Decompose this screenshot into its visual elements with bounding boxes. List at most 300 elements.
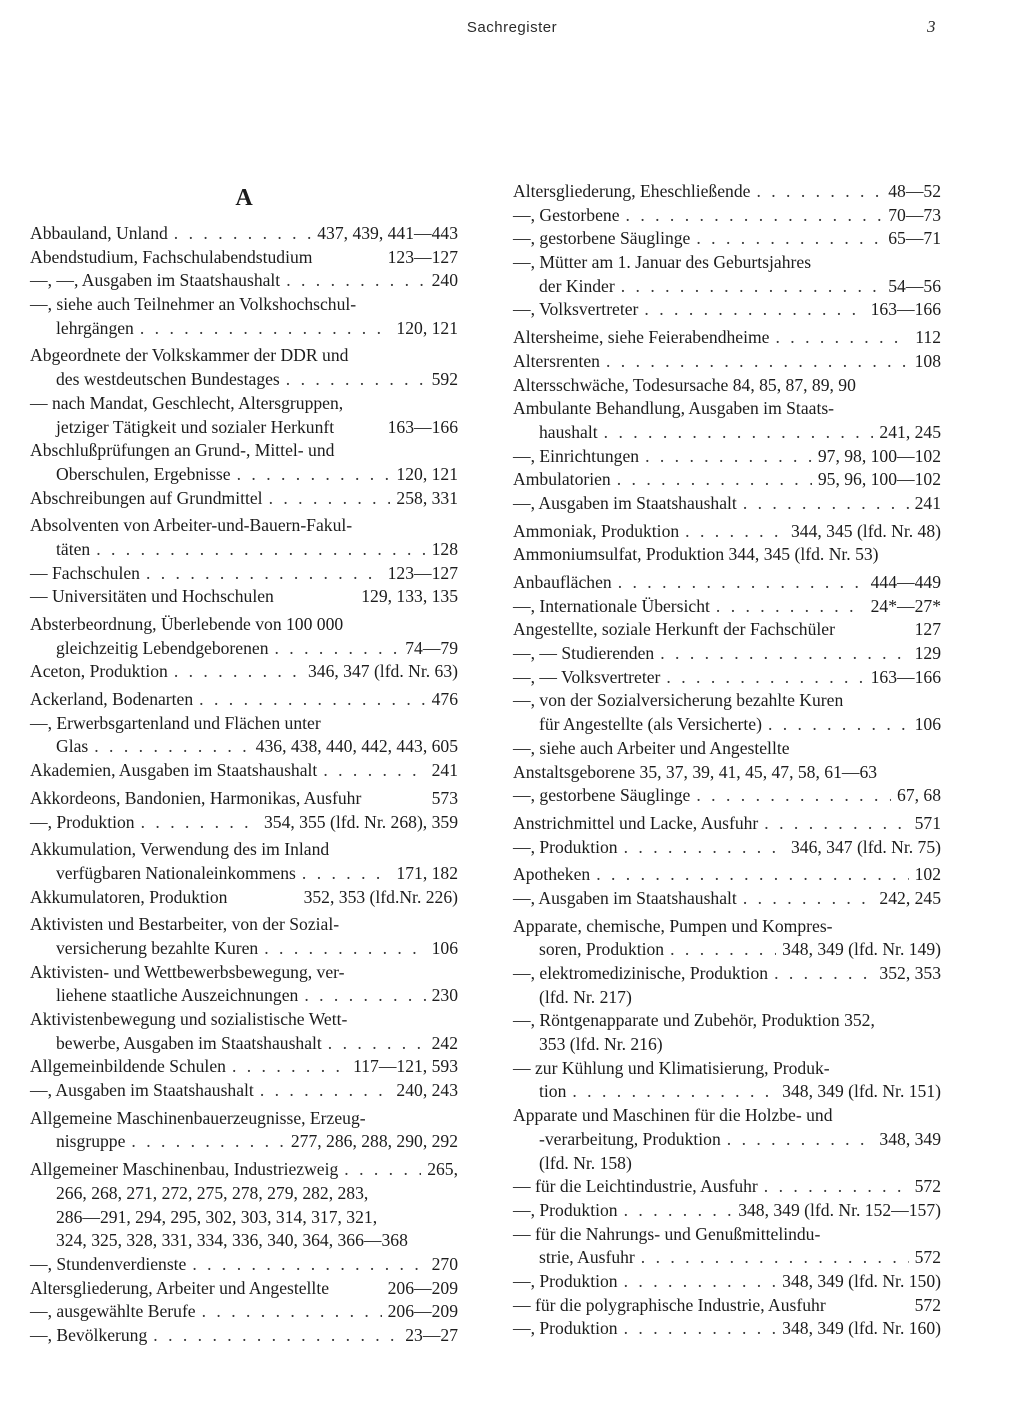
index-entry	[30, 637, 458, 661]
dot-leader	[768, 713, 909, 737]
dot-leader	[275, 637, 400, 661]
index-entry	[30, 1107, 458, 1131]
entry-text: Allgemeinbildende Schulen	[30, 1056, 226, 1077]
entry-text: Akkordeons, Bandonien, Harmonikas, Ausfuhr	[30, 787, 362, 808]
dot-leader	[624, 1199, 733, 1223]
entry-text: des westdeutschen Bundestages	[56, 369, 280, 390]
dot-leader	[141, 811, 258, 835]
index-entry	[513, 543, 941, 567]
page-reference: 571	[914, 812, 941, 833]
index-entry	[513, 1057, 941, 1081]
index-entry	[513, 421, 941, 445]
entry-text: — für die polygraphische Industrie, Ausfuhr	[513, 1294, 826, 1315]
entry-text: Abschlußprüfungen an Grund-, Mittel- und	[30, 440, 335, 461]
dot-leader	[596, 863, 908, 887]
dot-leader	[94, 735, 249, 759]
dot-leader	[572, 1080, 776, 1104]
index-entry	[30, 735, 458, 759]
index-entry	[513, 986, 941, 1010]
page-reference: 128	[431, 538, 458, 559]
dot-leader	[146, 562, 382, 586]
page-reference: 67, 68	[897, 785, 941, 806]
entry-text: Ammoniak, Produktion	[513, 520, 680, 541]
page-reference: 242	[431, 1032, 458, 1053]
page-reference: 123—127	[387, 246, 458, 267]
page-reference: 120, 121	[396, 463, 458, 484]
dot-leader	[645, 445, 812, 469]
page-reference: 352, 353 (lfd.Nr. 226)	[303, 886, 458, 907]
entry-text: Ammoniumsulfat, Produktion 344, 345 (lfd. Nr. 53)	[513, 544, 879, 565]
entry-text: Altersschwäche, Todesursache 84, 85, 87, 89, 90	[513, 374, 856, 395]
entry-text: —, Bevölkerung	[30, 1324, 148, 1345]
index-entry	[513, 520, 941, 544]
page-reference: 23—27	[405, 1324, 458, 1345]
index-entry	[30, 514, 458, 538]
page-reference: 129	[914, 643, 941, 664]
index-entry	[513, 863, 941, 887]
index-entry	[513, 326, 941, 350]
dot-leader	[696, 227, 882, 251]
entry-text: Akademien, Ausgaben im Staatshaushalt	[30, 760, 318, 781]
index-entry	[513, 204, 941, 228]
index-entry	[30, 392, 458, 416]
index-entry	[513, 1080, 941, 1104]
entry-text: Apparate, chemische, Pumpen und Kompres-	[513, 915, 833, 936]
page-reference: 348, 349 (lfd. Nr. 152—157)	[738, 1199, 941, 1220]
index-entry	[30, 613, 458, 637]
page-reference: 241	[914, 492, 941, 513]
entry-text: Altersheime, siehe Feierabendheime	[513, 327, 770, 348]
entry-text: —, Mütter am 1. Januar des Geburtsjahres	[513, 252, 812, 273]
dot-leader	[604, 421, 874, 445]
entry-text: Absolventen von Arbeiter-und-Bauern-Fakul-	[30, 515, 353, 536]
dot-leader	[743, 492, 909, 516]
entry-text: (lfd. Nr. 217)	[539, 986, 632, 1007]
page-number: 3	[927, 17, 936, 36]
page-reference: 592	[431, 369, 458, 390]
dot-leader	[302, 862, 391, 886]
index-column-right	[513, 180, 941, 1341]
index-entry	[513, 1104, 941, 1128]
entry-text: (lfd. Nr. 158)	[539, 1152, 632, 1173]
index-entry	[30, 269, 458, 293]
entry-text: Anstrichmittel und Lacke, Ausfuhr	[513, 812, 759, 833]
page-reference: 265,	[427, 1159, 458, 1180]
dot-leader	[192, 1253, 425, 1277]
dot-leader	[264, 937, 425, 961]
index-entry	[513, 445, 941, 469]
page-reference: 241	[431, 760, 458, 781]
index-entry	[30, 317, 458, 341]
index-entry	[30, 562, 458, 586]
index-entry	[513, 713, 941, 737]
index-entry	[30, 293, 458, 317]
index-entry	[30, 439, 458, 463]
entry-text: Altersgliederung, Eheschließende	[513, 181, 751, 201]
entry-text: strie, Ausfuhr	[539, 1247, 635, 1268]
index-entry	[30, 937, 458, 961]
index-entry	[30, 862, 458, 886]
entry-text: —, Internationale Übersicht	[513, 595, 710, 616]
entry-text: Aktivisten und Bestarbeiter, von der Sozial-	[30, 914, 340, 935]
index-entry	[513, 180, 941, 204]
entry-text: — Fachschulen	[30, 562, 140, 583]
dot-leader	[131, 1130, 284, 1154]
page-reference: 572	[914, 1294, 941, 1315]
entry-text: —, — Volksvertreter	[513, 666, 661, 687]
index-entry	[513, 350, 941, 374]
dot-leader	[153, 1324, 399, 1348]
index-entry	[513, 938, 941, 962]
page-reference: 240, 243	[396, 1080, 458, 1101]
page-reference: 117—121, 593	[353, 1056, 458, 1077]
page-reference: 437, 439, 441—443	[317, 223, 458, 243]
dot-leader	[328, 1032, 426, 1056]
entry-text: —, Produktion	[513, 836, 618, 857]
dot-leader	[286, 269, 425, 293]
entry-text: 266, 268, 271, 272, 275, 278, 279, 282, 283,	[56, 1182, 369, 1203]
entry-text: Akkumulation, Verwendung des im Inland	[30, 839, 330, 860]
dot-leader	[666, 666, 864, 690]
dot-leader	[716, 595, 865, 619]
entry-text: —, Röntgenapparate und Zubehör, Produktion 352,	[513, 1010, 875, 1031]
index-entry	[513, 915, 941, 939]
entry-text: Akkumulatoren, Produktion	[30, 886, 228, 907]
dot-leader	[286, 368, 426, 392]
page-reference: 572	[914, 1176, 941, 1197]
index-entry	[30, 344, 458, 368]
page-reference: 206—209	[387, 1277, 458, 1298]
dot-leader	[617, 468, 812, 492]
dot-leader	[323, 759, 425, 783]
dot-leader	[96, 538, 425, 562]
index-entry	[513, 761, 941, 785]
index-entry	[30, 1182, 458, 1206]
dot-leader	[269, 487, 391, 511]
dot-leader	[140, 317, 391, 341]
dot-leader	[743, 887, 874, 911]
index-entry	[513, 1270, 941, 1294]
entry-text: verfügbaren Nationaleinkommens	[56, 862, 296, 883]
dot-leader	[685, 520, 785, 544]
dot-leader	[202, 1300, 382, 1324]
dot-leader	[174, 660, 302, 684]
entry-text: —, gestorbene Säuglinge	[513, 785, 691, 806]
page-reference: 129, 133, 135	[361, 586, 458, 607]
entry-text: —, siehe auch Teilnehmer an Volkshochschul-	[30, 294, 357, 315]
entry-text: —, Produktion	[513, 1270, 618, 1291]
index-entry	[30, 886, 458, 910]
index-entry	[30, 1079, 458, 1103]
dot-leader	[626, 204, 883, 228]
entry-text: —, —, Ausgaben im Staatshaushalt	[30, 270, 281, 291]
index-entry	[30, 787, 458, 811]
index-entry	[513, 812, 941, 836]
index-entry	[513, 595, 941, 619]
index-entry	[513, 1246, 941, 1270]
entry-text: —, Produktion	[513, 1318, 618, 1339]
dot-leader	[670, 938, 776, 962]
entry-text: liehene staatliche Auszeichnungen	[56, 985, 299, 1006]
page-reference: 65—71	[888, 228, 941, 249]
dot-leader	[344, 1158, 421, 1182]
entry-text: bewerbe, Ausgaben im Staatshaushalt	[56, 1032, 322, 1053]
index-entry	[513, 642, 941, 666]
index-entry	[30, 416, 458, 440]
entry-text: haushalt	[539, 421, 598, 442]
page-reference: 348, 349 (lfd. Nr. 149)	[782, 939, 941, 960]
index-entry	[513, 571, 941, 595]
entry-text: Abendstudium, Fachschulabendstudium	[30, 246, 313, 267]
dot-leader	[696, 784, 891, 808]
entry-text: —, Ausgaben im Staatshaushalt	[513, 887, 737, 908]
entry-text: für Angestellte (als Versicherte)	[539, 714, 762, 735]
page-reference: 163—166	[870, 666, 941, 687]
index-entry	[513, 374, 941, 398]
dot-leader	[624, 1317, 777, 1341]
page-reference: 112	[915, 327, 941, 348]
index-entry	[513, 836, 941, 860]
page-reference: 102	[914, 864, 941, 885]
entry-text: —, Stundenverdienste	[30, 1253, 187, 1274]
entry-text: Apotheken	[513, 864, 591, 885]
entry-text: Absterbeordnung, Überlebende von 100 000	[30, 614, 344, 634]
entry-text: Aktivisten- und Wettbewerbsbewegung, ver-	[30, 961, 345, 982]
entry-text: Abgeordnete der Volkskammer der DDR und	[30, 345, 349, 366]
dot-leader	[774, 962, 873, 986]
index-entry	[513, 689, 941, 713]
entry-text: Altersrenten	[513, 350, 600, 371]
entry-text: 353 (lfd. Nr. 216)	[539, 1034, 663, 1055]
page-reference: 348, 349 (lfd. Nr. 151)	[782, 1081, 941, 1102]
running-header: Sachregister	[466, 19, 558, 36]
index-entry	[30, 1253, 458, 1277]
index-entry	[513, 492, 941, 516]
index-entry	[513, 251, 941, 275]
entry-text: —, gestorbene Säuglinge	[513, 228, 691, 249]
index-entry	[30, 984, 458, 1008]
entry-text: —, Volksvertreter	[513, 299, 639, 320]
entry-text: tion	[539, 1081, 567, 1102]
index-entry	[513, 666, 941, 690]
entry-text: —, Einrichtungen	[513, 445, 640, 466]
page-reference: 171, 182	[396, 862, 458, 883]
entry-text: gleichzeitig Lebendgeborenen	[56, 637, 269, 658]
entry-text: Ambulatorien	[513, 469, 611, 490]
dot-leader	[232, 1055, 347, 1079]
index-entry	[30, 811, 458, 835]
entry-text: lehrgängen	[56, 317, 134, 338]
entry-text: — Universitäten und Hochschulen	[30, 586, 274, 607]
page-reference: 354, 355 (lfd. Nr. 268), 359	[263, 811, 458, 832]
entry-text: nisgruppe	[56, 1131, 126, 1152]
entry-text: -verarbeitung, Produktion	[539, 1128, 721, 1149]
page-reference: 108	[914, 350, 941, 371]
index-entry	[513, 1175, 941, 1199]
index-entry	[513, 1152, 941, 1176]
entry-text: Angestellte, soziale Herkunft der Fachschüler	[513, 619, 835, 640]
entry-text: Aktivistenbewegung und sozialistische Wett-	[30, 1009, 348, 1029]
page-reference: 241, 245	[879, 421, 941, 442]
index-entry	[513, 784, 941, 808]
entry-text: —, ausgewählte Berufe	[30, 1301, 196, 1322]
index-entry	[513, 1223, 941, 1247]
entry-text: — für die Nahrungs- und Genußmittelindu-	[513, 1223, 821, 1244]
entry-text: 286—291, 294, 295, 302, 303, 314, 317, 321,	[56, 1206, 378, 1227]
index-entry	[30, 246, 458, 270]
index-entry	[30, 1032, 458, 1056]
page-reference: 476	[431, 689, 458, 710]
page-reference: 270	[431, 1253, 458, 1274]
entry-text: der Kinder	[539, 275, 615, 296]
entry-text: — für die Leichtindustrie, Ausfuhr	[513, 1176, 758, 1197]
index-entry	[30, 538, 458, 562]
index-entry	[30, 585, 458, 609]
page-reference: 123—127	[387, 562, 458, 583]
dot-leader	[260, 1079, 391, 1103]
page-reference: 127	[914, 619, 941, 640]
page-reference: 348, 349 (lfd. Nr. 150)	[782, 1270, 941, 1291]
section-letter: A	[235, 185, 253, 211]
page-reference: 242, 245	[879, 887, 941, 908]
dot-leader	[606, 350, 909, 374]
entry-text: —, Produktion	[513, 1199, 618, 1220]
index-entry	[513, 887, 941, 911]
index-entry	[30, 1324, 458, 1348]
entry-text: Allgemeine Maschinenbauerzeugnisse, Erzeug-	[30, 1107, 366, 1128]
index-entry	[513, 227, 941, 251]
entry-text: Apparate und Maschinen für die Holzbe- und	[513, 1105, 833, 1126]
page-reference: 54—56	[888, 275, 941, 296]
index-entry	[30, 368, 458, 392]
dot-leader	[304, 984, 425, 1008]
entry-text: Aceton, Produktion	[30, 661, 168, 682]
page-reference: 70—73	[888, 204, 941, 225]
page-reference: 74—79	[405, 637, 458, 658]
entry-text: Abbauland, Unland	[30, 223, 168, 243]
page-reference: 277, 286, 288, 290, 292	[290, 1131, 458, 1152]
page-reference: 230	[431, 985, 458, 1006]
index-entry	[30, 1055, 458, 1079]
page-reference: 348, 349	[879, 1128, 941, 1149]
page-reference: 120, 121	[396, 317, 458, 338]
index-entry	[513, 1199, 941, 1223]
dot-leader	[756, 180, 882, 204]
dot-leader	[764, 1175, 909, 1199]
entry-text: Oberschulen, Ergebnisse	[56, 463, 231, 484]
page-reference: 95, 96, 100—102	[817, 469, 941, 490]
entry-text: —, von der Sozialversicherung bezahlte Kuren	[513, 690, 844, 711]
index-entry	[513, 1317, 941, 1341]
index-entry	[513, 618, 941, 642]
index-entry	[513, 1033, 941, 1057]
page-reference: 24*—27*	[870, 595, 941, 616]
entry-text: soren, Produktion	[539, 939, 665, 960]
index-entry	[30, 1277, 458, 1301]
page-reference: 97, 98, 100—102	[817, 445, 941, 466]
entry-text: —, siehe auch Arbeiter und Angestellte	[513, 737, 790, 758]
page-reference: 106	[914, 714, 941, 735]
entry-text: 324, 325, 328, 331, 334, 336, 340, 364, 366—368	[56, 1230, 408, 1251]
index-entry	[513, 1294, 941, 1318]
page-reference: 444—449	[870, 572, 941, 592]
entry-text: täten	[56, 538, 91, 559]
dot-leader	[624, 836, 785, 860]
index-entry	[30, 961, 458, 985]
index-entry	[30, 759, 458, 783]
index-entry	[513, 1009, 941, 1033]
entry-text: — nach Mandat, Geschlecht, Altersgruppen,	[30, 392, 344, 413]
entry-text: jetziger Tätigkeit und sozialer Herkunft	[56, 416, 335, 437]
index-entry	[30, 1008, 458, 1032]
index-entry	[30, 688, 458, 712]
dot-leader	[644, 298, 864, 322]
page-reference: 436, 438, 440, 442, 443, 605	[255, 736, 458, 757]
index-entry	[30, 222, 458, 246]
page-reference: 258, 331	[396, 487, 458, 508]
index-entry	[30, 1158, 458, 1182]
index-entry	[30, 1300, 458, 1324]
entry-text: Altersgliederung, Arbeiter und Angestellte	[30, 1277, 330, 1298]
index-entry	[30, 660, 458, 684]
dot-leader	[621, 275, 883, 299]
index-entry	[30, 487, 458, 511]
entry-text: —, elektromedizinische, Produktion	[513, 963, 769, 983]
entry-text: Anbauflächen	[513, 572, 612, 592]
dot-leader	[764, 812, 908, 836]
index-entry	[30, 463, 458, 487]
index-column-left	[30, 182, 458, 1348]
dot-leader	[775, 326, 909, 350]
page-reference: 346, 347 (lfd. Nr. 75)	[790, 836, 941, 857]
dot-leader	[660, 642, 908, 666]
dot-leader	[641, 1246, 909, 1270]
page-reference: 48—52	[888, 181, 941, 201]
entry-text: —, Erwerbsgartenland und Flächen unter	[30, 712, 321, 733]
index-entry	[513, 737, 941, 761]
page-reference: 573	[431, 787, 458, 808]
index-entry	[513, 298, 941, 322]
entry-text: Anstaltsgeborene 35, 37, 39, 41, 45, 47, 58, 61—63	[513, 761, 878, 782]
index-entry	[30, 1229, 458, 1253]
entry-text: Abschreibungen auf Grundmittel	[30, 487, 263, 508]
entry-text: Allgemeiner Maschinenbau, Industriezweig	[30, 1159, 339, 1180]
entry-text: — zur Kühlung und Klimatisierung, Produk-	[513, 1057, 830, 1078]
entry-text: —, Produktion	[30, 811, 135, 832]
index-entry	[513, 397, 941, 421]
page-reference: 348, 349 (lfd. Nr. 160)	[782, 1318, 941, 1339]
page-reference: 206—209	[387, 1301, 458, 1322]
dot-leader	[174, 222, 311, 246]
entry-text: versicherung bezahlte Kuren	[56, 937, 259, 958]
index-entry	[513, 962, 941, 986]
index-entry	[30, 913, 458, 937]
page-reference: 344, 345 (lfd. Nr. 48)	[790, 520, 941, 541]
page-reference: 163—166	[387, 416, 458, 437]
entry-text: —, Ausgaben im Staatshaushalt	[30, 1080, 254, 1101]
entry-text: Ambulante Behandlung, Ausgaben im Staats-	[513, 398, 835, 419]
dot-leader	[624, 1270, 777, 1294]
entry-text: —, Ausgaben im Staatshaushalt	[513, 492, 737, 513]
entry-text: —, — Studierenden	[513, 643, 655, 664]
page-reference: 572	[914, 1247, 941, 1268]
dot-leader	[618, 571, 865, 595]
page-reference: 163—166	[870, 299, 941, 320]
index-entry	[30, 1130, 458, 1154]
index-entry	[30, 838, 458, 862]
entry-text: Glas	[56, 736, 89, 757]
entry-text: —, Gestorbene	[513, 204, 620, 225]
